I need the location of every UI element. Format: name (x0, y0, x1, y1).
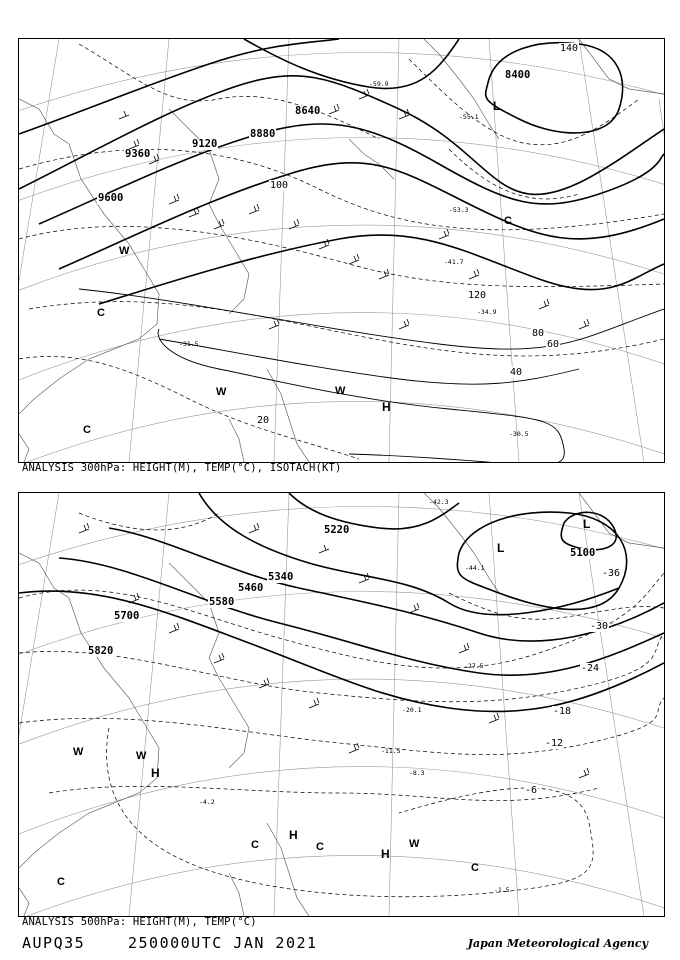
station-temp: -53.3 (449, 206, 469, 214)
station-temp: -34.9 (477, 308, 497, 316)
isotherm-label: -36 (602, 568, 621, 579)
height-label: 8640 (295, 105, 321, 117)
height-label: 5820 (88, 645, 114, 657)
station-temp: -42.3 (429, 498, 449, 506)
map-500hpa (19, 493, 664, 916)
station-temp: -44.1 (465, 564, 485, 572)
height-label: 8880 (250, 128, 276, 140)
station-temp: -8.3 (409, 769, 425, 777)
map-300hpa (19, 39, 664, 462)
isotach-label: 40 (510, 367, 523, 378)
warm-symbol: W (119, 245, 130, 257)
station-temp: -11.5 (381, 747, 401, 755)
wind-barbs (79, 523, 589, 778)
isotach-label: 120 (468, 290, 487, 301)
coastline (19, 493, 664, 916)
coastline (19, 39, 664, 462)
cold-symbol: C (57, 876, 65, 888)
height-label: 5700 (114, 610, 140, 622)
isotherm-label: -30 (590, 621, 609, 632)
isotach-label: 60 (547, 339, 560, 350)
height-label: 8400 (505, 69, 531, 81)
warm-symbol: W (73, 746, 84, 758)
height-label: 9600 (98, 192, 124, 204)
height-label: 5460 (238, 582, 264, 594)
warm-symbol: W (216, 386, 227, 398)
caption-500hpa: ANALYSIS 500hPa: HEIGHT(M), TEMP(°C) (22, 916, 257, 928)
valid-time: 250000UTC JAN 2021 (128, 934, 318, 952)
height-label: 9360 (125, 148, 151, 160)
warm-symbol: W (136, 750, 147, 762)
height-label: 5220 (324, 524, 350, 536)
low-pressure-symbol: L (497, 541, 505, 555)
station-temp: -20.1 (402, 706, 422, 714)
isotach-label: 140 (560, 43, 579, 54)
isotach-label: 80 (532, 328, 545, 339)
station-temp: -59.9 (369, 80, 389, 88)
station-temp: -31.5 (179, 340, 199, 348)
chart-id: AUPQ35 (22, 934, 86, 952)
cold-symbol: C (316, 841, 324, 853)
height-contours (19, 39, 664, 304)
graticule (19, 39, 664, 462)
cold-symbol: C (83, 424, 91, 436)
cold-symbol: C (97, 307, 105, 319)
station-temp: -41.7 (444, 258, 464, 266)
height-label: 5580 (209, 596, 235, 608)
isotherm-label: -18 (553, 706, 572, 717)
high-pressure-symbol: H (382, 400, 391, 414)
graticule (19, 493, 664, 916)
isotherm-label: -12 (545, 738, 564, 749)
cold-symbol: C (504, 215, 512, 227)
high-pressure-symbol: H (151, 766, 160, 780)
station-temp: -27.5 (464, 662, 484, 670)
cold-symbol: C (251, 839, 259, 851)
height-label: 5340 (268, 571, 294, 583)
low-pressure-symbol: L (493, 99, 501, 113)
agency-name: Japan Meteorological Agency (467, 937, 648, 950)
isotach-label: 100 (270, 180, 289, 191)
chart-300hpa (18, 38, 665, 463)
high-pressure-symbol: H (381, 847, 390, 861)
isotach-lines (79, 289, 664, 462)
height-label: 5100 (570, 547, 596, 559)
caption-300hpa: ANALYSIS 300hPa: HEIGHT(M), TEMP(°C), ISOTACH(KT) (22, 462, 342, 474)
station-temp: -1.5 (494, 886, 510, 894)
station-temp: -30.5 (509, 430, 529, 438)
high-pressure-symbol: H (289, 828, 298, 842)
chart-500hpa (18, 492, 665, 917)
isotach-label: 20 (257, 415, 270, 426)
low-pressure-symbol: L (583, 517, 591, 531)
warm-symbol: W (335, 385, 346, 397)
isotherm-label: -24 (581, 663, 600, 674)
station-temp: -4.2 (199, 798, 215, 806)
station-temp: -55.1 (459, 113, 479, 121)
wind-barbs (119, 89, 589, 329)
height-label: 9120 (192, 138, 218, 150)
cold-symbol: C (471, 862, 479, 874)
isotherm-label: -6 (525, 785, 538, 796)
warm-symbol: W (409, 838, 420, 850)
